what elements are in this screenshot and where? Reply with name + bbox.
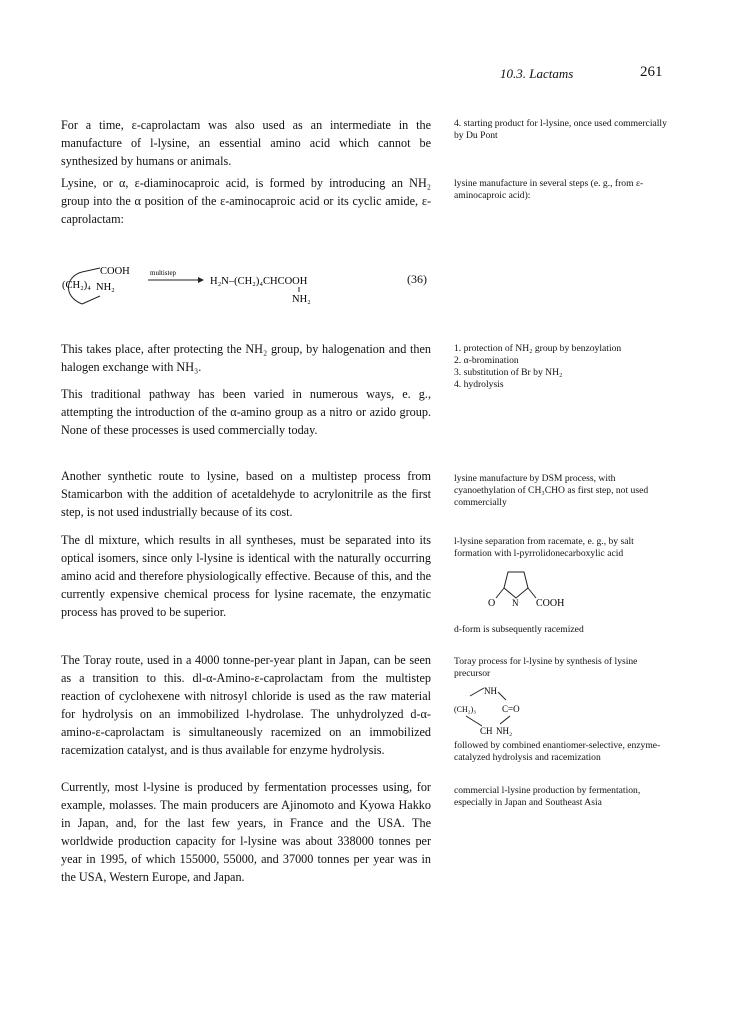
- product-nh2: NH₂: [292, 294, 311, 305]
- nh-label: NH: [484, 686, 497, 696]
- reaction-arrowhead: [198, 277, 204, 283]
- ring-label: (CH₂)₄: [62, 280, 91, 291]
- side-note-toray: [454, 656, 668, 680]
- paragraph-text: For a time, ε-caprolactam was also used as an intermediate in the manufacture of l-lysine, an essential amino acid which cannot be synthesized by humans or animals.: [61, 118, 431, 168]
- side-note-text: Toray process for l-lysine by synthesis of lysine precursor: [454, 656, 638, 679]
- ring-bond: [82, 268, 100, 272]
- oxygen-label: O: [488, 598, 496, 609]
- step-item: 4. hydrolysis: [454, 379, 504, 390]
- ring-bond: [528, 588, 536, 598]
- paragraph-text: Currently, most l-lysine is produced by fermentation processes using, for example, molasses. The main producers are Ajinomoto and Kyowa Hakko in Japan, and, for the last few years, in France and the USA. The worldwide production capacity for l-lysine was about 338000 tonnes per year in 1995, of which 155000, 55000, and 37000 tonnes per year was in the USA, Western Europe, and Japan.: [61, 780, 431, 884]
- ring-bond: [470, 688, 484, 696]
- ring-label: (CH₂)₃: [454, 705, 477, 714]
- equation-number: (36): [407, 272, 427, 286]
- running-header-title: 10.3. Lactams: [500, 66, 574, 81]
- side-note-separation: [454, 536, 668, 560]
- ring-bond: [496, 588, 504, 598]
- paragraph-caprolactam-lysine: [61, 116, 431, 170]
- reaction-equation-36: [58, 254, 378, 316]
- nh2-label: NH₂: [96, 282, 115, 293]
- ring-bond: [504, 572, 528, 598]
- paragraph-fermentation: [61, 778, 431, 886]
- nh2-label: NH₂: [496, 726, 513, 736]
- paragraph-dl-mixture: [61, 531, 431, 621]
- ch-label: CH: [480, 726, 493, 736]
- paragraph-text: This traditional pathway has been varied in numerous ways, e. g., attempting the introduction of the α-amino group as a nitro or azido group. None of these processes is used commercially today.: [61, 387, 431, 437]
- paragraph-lysine-formation: [61, 174, 431, 228]
- side-note-d-form: [454, 624, 668, 636]
- side-note-lysine-manufacture: [454, 178, 668, 202]
- side-note-text: 4. starting product for l-lysine, once used commercially by Du Pont: [454, 118, 667, 141]
- side-note-dsm: [454, 473, 668, 509]
- paragraph-protection: [61, 340, 431, 376]
- ring-bond: [500, 716, 510, 724]
- nitrogen-label: N: [512, 598, 519, 608]
- ring-bond: [82, 296, 100, 304]
- aminocaprolactam-structure: [454, 682, 574, 738]
- ring-bond: [498, 692, 506, 700]
- cooh-label: COOH: [536, 598, 565, 609]
- paragraph-text: The Toray route, used in a 4000 tonne-per-year plant in Japan, can be seen as a transition to this. dl-α-Amino-ε-caprolactam from the multistep reaction of cyclohexene with nitrosyl chloride is used as the raw material for hydrolysis on an immobilized l-hydrolase. The unhydrolyzed d-α-amino-ε-caprolactam is simultaneously racemized on an immobilized racemization catalyst, and is thus available for enzyme hydrolysis.: [61, 653, 431, 757]
- side-note-text: d-form is subsequently racemized: [454, 624, 584, 635]
- paragraph-text: Lysine, or α, ε-diaminocaproic acid, is formed by introducing an NH₂ group into the α position of the ε-aminocaproic acid or its cyclic amide, ε-caprolactam:: [61, 176, 431, 226]
- product-formula: H₂N–(CH₂)₄CHCOOH: [210, 276, 308, 287]
- side-note-text: l-lysine separation from racemate, e. g., by salt formation with l-pyrrolidonecarboxylic acid: [454, 536, 634, 559]
- arrow-label: multistep: [150, 269, 177, 277]
- paragraph-text: Another synthetic route to lysine, based on a multistep process from Stamicarbon with the addition of acetaldehyde to acrylonitrile as the first step, is not used industrially because of its cost.: [61, 469, 431, 519]
- paragraph-traditional-pathway: [61, 385, 431, 439]
- paragraph-text: The dl mixture, which results in all syntheses, must be separated into its optical isomers, since only l-lysine is identical with the naturally occurring amino acid and therefore physiologically effective. Because of this, and the currently expensive chemical process for lysine racemate, the enzymatic process has proved to be superior.: [61, 533, 431, 619]
- side-note-text: lysine manufacture by DSM process, with cyanoethylation of CH₃CHO as first step, not used commercially: [454, 473, 649, 508]
- page-number: 261: [640, 64, 663, 80]
- side-note-text: commercial l-lysine production by fermentation, especially in Japan and Southeast Asia: [454, 785, 641, 808]
- carbonyl-label: C=O: [502, 704, 520, 714]
- pyrrolidone-structure: [470, 568, 590, 612]
- side-note-text: followed by combined enantiomer-selective, enzyme-catalyzed hydrolysis and racemization: [454, 740, 661, 763]
- side-note-hydrolysis: [454, 740, 668, 764]
- step-item: 1. protection of NH₂ group by benzoylation: [454, 343, 622, 354]
- side-note-text: lysine manufacture in several steps (e. g., from ε-aminocaproic acid):: [454, 178, 644, 201]
- side-note-fermentation: [454, 785, 668, 809]
- cooh-label: COOH: [100, 266, 130, 277]
- step-item: 2. α-bromination: [454, 355, 519, 366]
- paragraph-stamicarbon: [61, 467, 431, 521]
- step-item: 3. substitution of Br by NH₂: [454, 367, 563, 378]
- side-note-steps: [454, 343, 668, 391]
- ring-bond: [466, 716, 482, 726]
- side-note-du-pont: [454, 118, 668, 142]
- paragraph-text: This takes place, after protecting the NH₂ group, by halogenation and then halogen exchange with NH₃.: [61, 342, 431, 374]
- paragraph-toray-route: [61, 651, 431, 759]
